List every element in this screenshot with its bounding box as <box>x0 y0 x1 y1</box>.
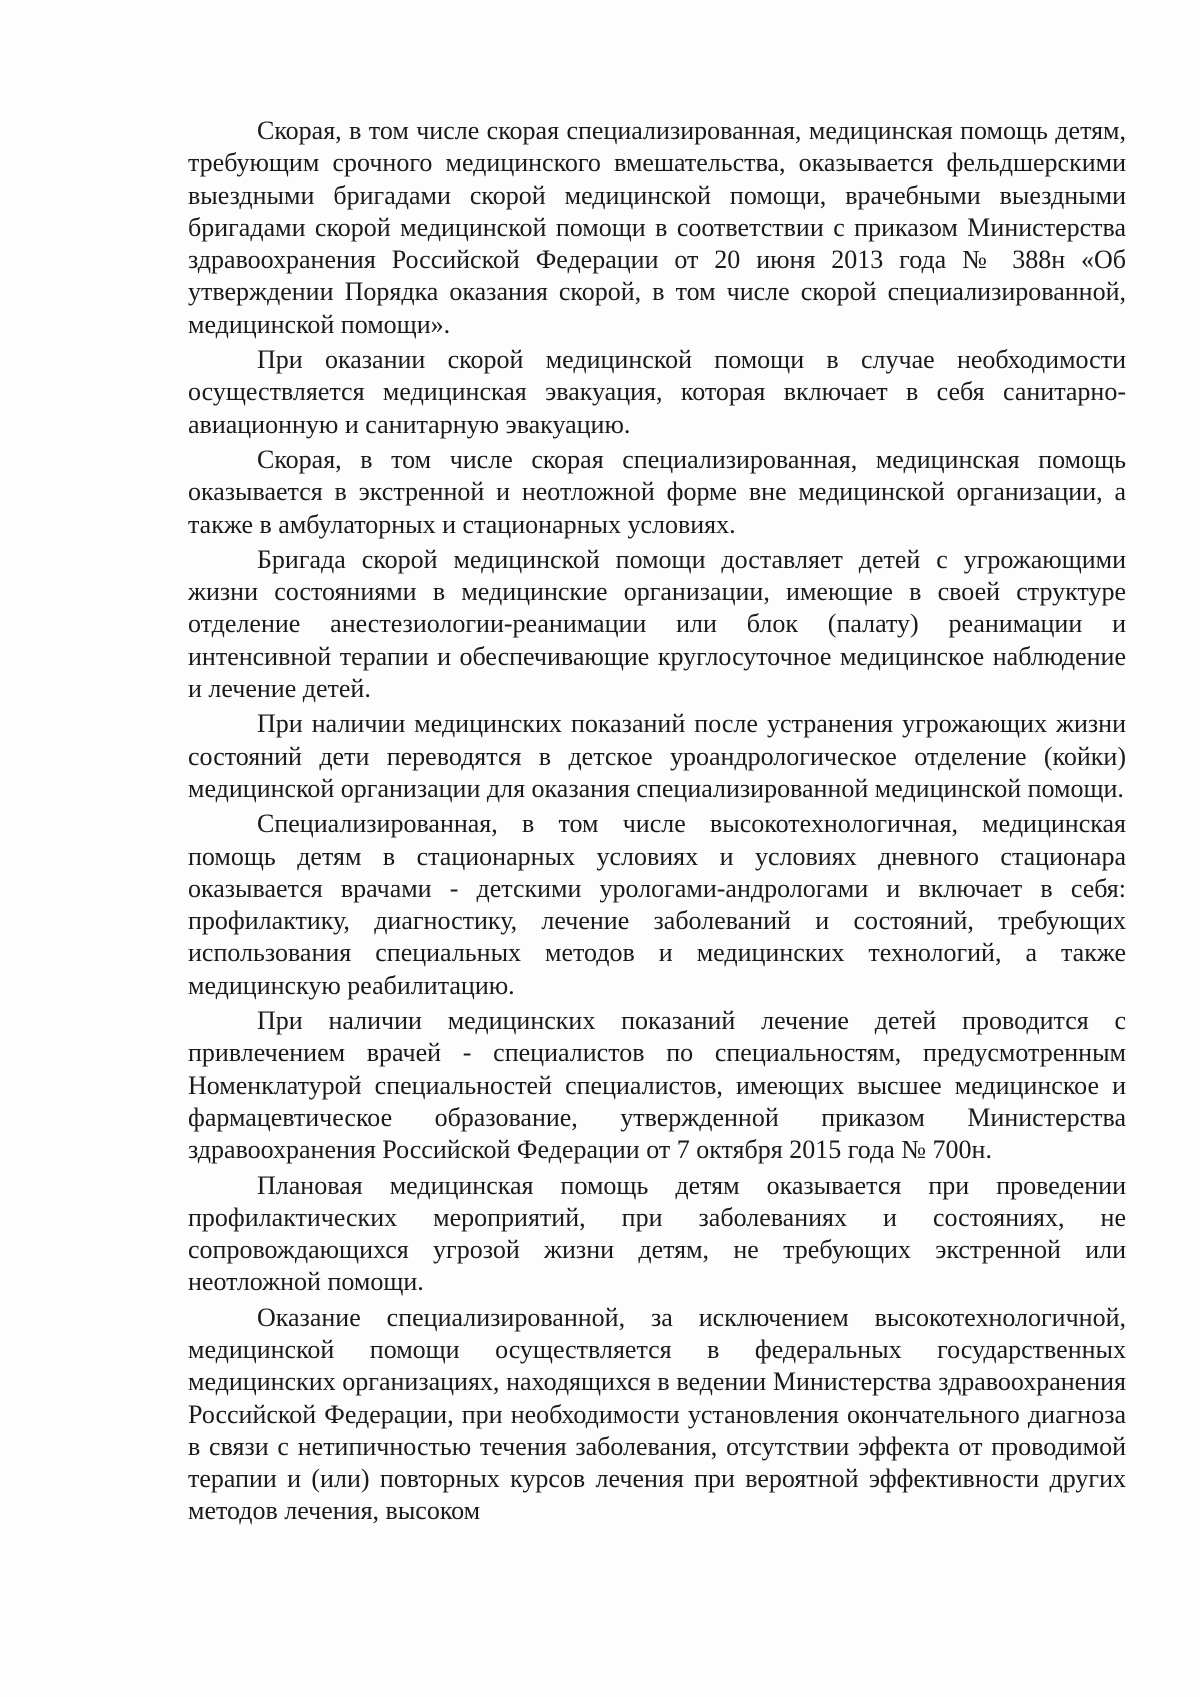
document-body <box>188 115 1126 1531</box>
paragraph-transfer-to-department: При наличии медицинских показаний после устранения угрожающих жизни состояний дети переводятся в детское уроандрологическое отделение (койки) медицинской организации для оказания специализированной медицинской помощи. <box>188 709 1126 803</box>
paragraph-involving-specialists: При наличии медицинских показаний лечение детей проводится с привлечением врачей - специалистов по специальностям, предусмотренным Номенклатурой специальностей специалистов, имеющих высшее медицинское и фармацевтическое образование, утвержденной приказом Министерства здравоохранения Российской Федерации от 7 октября 2015 года № 700н. <box>188 1006 1126 1165</box>
paragraph-specialized-care: Специализированная, в том числе высокотехнологичная, медицинская помощь детям в стационарных условиях и условиях дневного стационара оказывается врачами - детскими урологами-андрологами и включает в себя: профилактику, диагностику, лечение заболеваний и состояний, требующих использования специальных методов и медицинских технологий, а также медицинскую реабилитацию. <box>188 809 1126 1000</box>
paragraph-medical-evacuation: При оказании скорой медицинской помощи в случае необходимости осуществляется медицинская эвакуация, которая включает в себя санитарно-авиационную и санитарную эвакуацию. <box>188 345 1126 439</box>
paragraph-ambulance-team: Бригада скорой медицинской помощи доставляет детей с угрожающими жизни состояниями в медицинские организации, имеющие в своей структуре отделение анестезиологии-реанимации или блок (палату) реанимации и интенсивной терапии и обеспечивающие круглосуточное медицинское наблюдение и лечение детей. <box>188 544 1126 704</box>
paragraph-ambulance-care: Скорая, в том числе скорая специализированная, медицинская помощь детям, требующим срочного медицинского вмешательства, оказывается фельдшерскими выездными бригадами скорой медицинской помощи, врачебными выездными бригадами скорой медицинской помощи в соответствии с приказом Министерства здравоохранения Российской Федерации от 20 июня 2013 года № 388н «Об утверждении Порядка оказания скорой, в том числе скорой специализированной, медицинской помощи». <box>188 116 1126 339</box>
paragraph-planned-care: Плановая медицинская помощь детям оказывается при проведении профилактических мероприятий, при заболеваниях и состояниях, не сопровождающихся угрозой жизни детям, не требующих экстренной или неотложной помощи. <box>188 1170 1126 1297</box>
paragraph-emergency-form: Скорая, в том числе скорая специализированная, медицинская помощь оказывается в экстренной и неотложной форме вне медицинской организации, а также в амбулаторных и стационарных условиях. <box>188 444 1126 539</box>
paragraph-federal-institutions: Оказание специализированной, за исключением высокотехнологичной, медицинской помощи осуществляется в федеральных государственных медицинских организациях, находящихся в ведении Министерства здравоохранения Российской Федерации, при необходимости установления окончательного диагноза в связи с нетипичностью течения заболевания, отсутствии эффекта от проводимой терапии и (или) повторных курсов лечения при вероятной эффективности других методов лечения, высоком <box>188 1302 1126 1526</box>
